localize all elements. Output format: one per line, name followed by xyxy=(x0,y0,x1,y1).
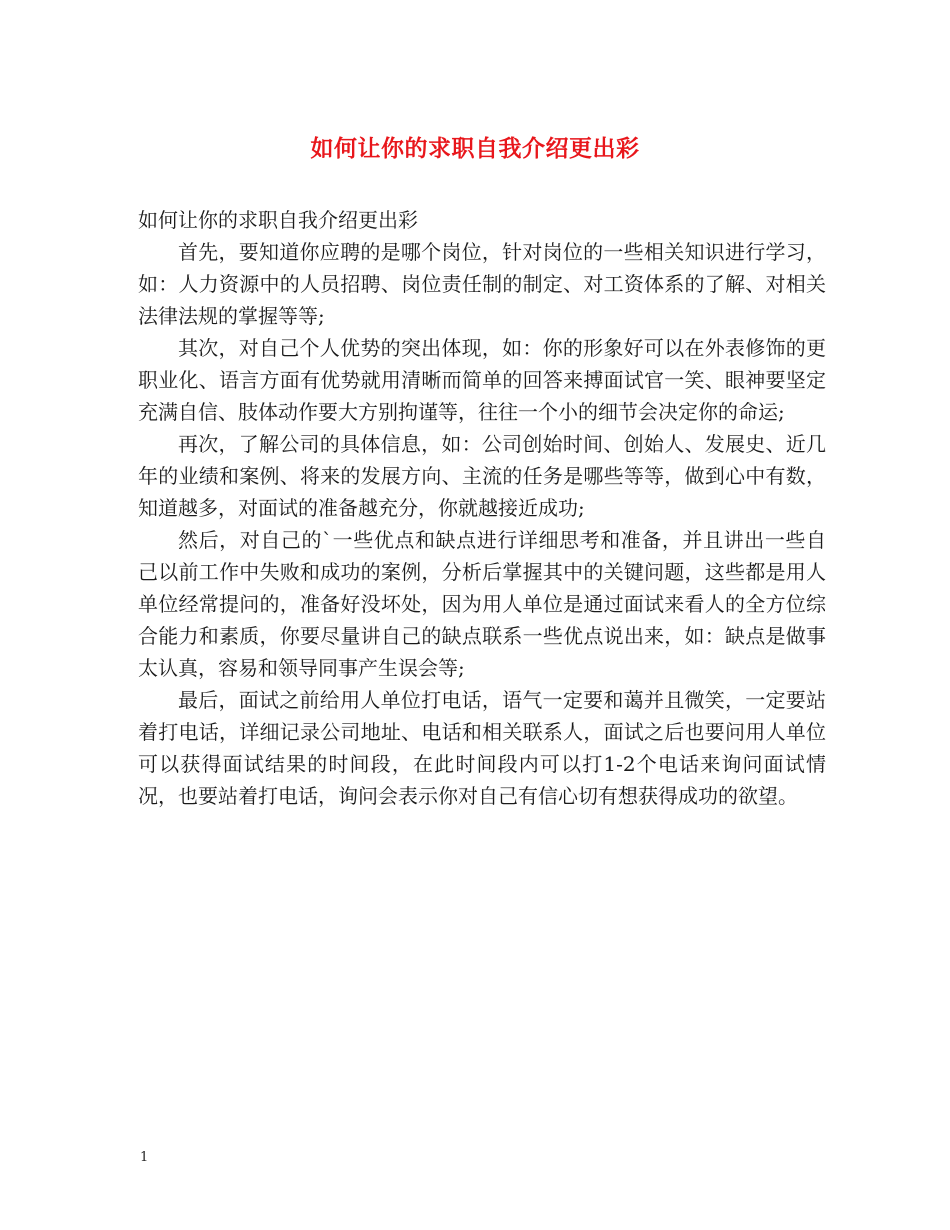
paragraph-fourth: 然后，对自己的`一些优点和缺点进行详细思考和准备，并且讲出一些自己以前工作中失败和成功的案例，分析后掌握其中的关键问题，这些都是用人单位经常提问的，准备好没坏处，因为用人单位是通过面试来看人的全方位综合能力和素质，你要尽量讲自己的缺点联系一些优点说出来，如：缺点是做事太认真，容易和领导同事产生误会等; xyxy=(138,528,826,680)
paragraph-first: 首先，要知道你应聘的是哪个岗位，针对岗位的一些相关知识进行学习，如：人力资源中的人员招聘、岗位责任制的制定、对工资体系的了解、对相关法律法规的掌握等等; xyxy=(138,240,826,328)
document-title: 如何让你的求职自我介绍更出彩 xyxy=(310,135,640,162)
paragraph-third: 再次，了解公司的具体信息，如：公司创始时间、创始人、发展史、近几年的业绩和案例、将来的发展方向、主流的任务是哪些等等，做到心中有数，知道越多，对面试的准备越充分，你就越接近成功; xyxy=(138,432,826,520)
body-heading: 如何让你的求职自我介绍更出彩 xyxy=(138,208,418,232)
paragraph-second: 其次，对自己个人优势的突出体现，如：你的形象好可以在外表修饰的更职业化、语言方面有优势就用清晰而简单的回答来搏面试官一笑、眼神要坚定充满自信、肢体动作要大方别拘谨等，往往一个小的细节会决定你的命运; xyxy=(138,336,826,424)
paragraph-fifth: 最后，面试之前给用人单位打电话，语气一定要和蔼并且微笑，一定要站着打电话，详细记录公司地址、电话和相关联系人，面试之后也要问用人单位可以获得面试结果的时间段，在此时间段内可以打1-2个电话来询问面试情况，也要站着打电话，询问会表示你对自己有信心切有想获得成功的欲望。 xyxy=(138,688,826,808)
page-number: 1 xyxy=(140,1150,149,1165)
document-body xyxy=(138,204,826,812)
